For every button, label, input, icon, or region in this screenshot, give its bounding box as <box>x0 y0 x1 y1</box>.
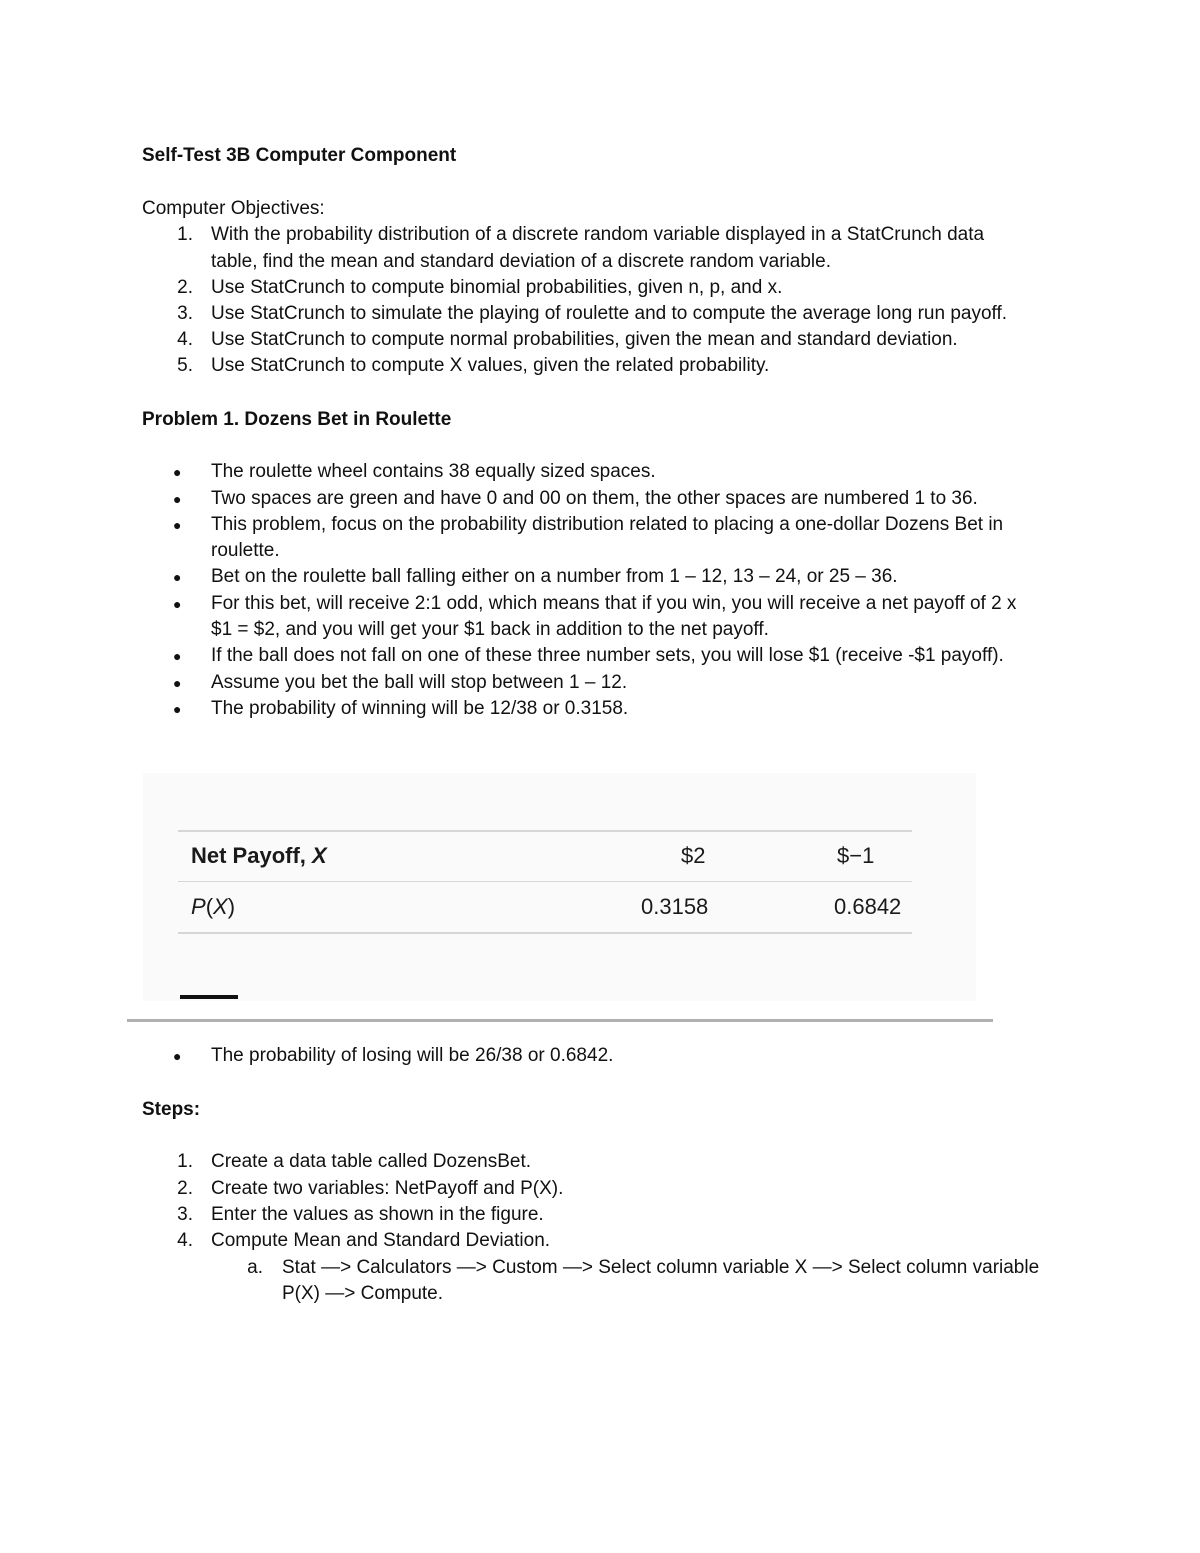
problem-heading: Problem 1. Dozens Bet in Roulette <box>142 409 452 430</box>
distribution-table-figure <box>143 773 976 1001</box>
item-text: $1 = $2, and you will get your $1 back in addition to the net payoff. <box>211 619 769 640</box>
item-number: 1. <box>177 1151 193 1172</box>
objectives-heading: Computer Objectives: <box>142 198 325 219</box>
item-number: 5. <box>177 355 193 376</box>
item-text: The probability of winning will be 12/38 or 0.3158. <box>211 698 629 719</box>
bullet-icon: ● <box>173 491 182 507</box>
item-text: Stat —> Calculators —> Custom —> Select column variable X —> Select column variable <box>282 1257 1040 1278</box>
item-text: P(X) —> Compute. <box>282 1283 444 1304</box>
item-number: 2. <box>177 277 193 298</box>
item-text: The probability of losing will be 26/38 or 0.6842. <box>211 1045 614 1066</box>
table-header-col2: $−1 <box>837 843 875 868</box>
item-text: Two spaces are green and have 0 and 00 on them, the other spaces are numbered 1 to 36. <box>211 488 978 509</box>
table-top-rule <box>178 830 912 832</box>
bullet-icon: ● <box>173 1048 182 1064</box>
row-label-close: ) <box>227 894 236 919</box>
steps-heading: Steps: <box>142 1099 201 1120</box>
item-text: This problem, focus on the probability distribution related to placing a one-dollar Dozens Bet in <box>211 514 1004 535</box>
item-number: 2. <box>177 1178 193 1199</box>
table-row-col2: 0.6842 <box>834 894 902 919</box>
item-number: a. <box>247 1257 263 1278</box>
item-number: 1. <box>177 224 193 245</box>
table-mid-rule <box>178 881 912 882</box>
item-text: Create two variables: NetPayoff and P(X). <box>211 1178 564 1199</box>
row-label-p: P <box>191 894 206 919</box>
item-text: If the ball does not fall on one of these three number sets, you will lose $1 (receive -$1 payoff). <box>211 645 1004 666</box>
item-text: table, find the mean and standard deviation of a discrete random variable. <box>211 251 831 272</box>
item-text: Use StatCrunch to compute normal probabilities, given the mean and standard deviation. <box>211 329 958 350</box>
item-text: Use StatCrunch to compute X values, given the related probability. <box>211 355 770 376</box>
row-label-var: X <box>213 894 228 919</box>
header-label-text: Net Payoff, <box>191 843 313 868</box>
bullet-icon: ● <box>173 517 182 533</box>
item-number: 3. <box>177 303 193 324</box>
table-row-col1: 0.3158 <box>641 894 709 919</box>
item-text: Enter the values as shown in the figure. <box>211 1204 544 1225</box>
table-header-col1: $2 <box>681 843 706 868</box>
bullet-icon: ● <box>173 701 182 717</box>
row-label-open: ( <box>205 894 214 919</box>
bullet-icon: ● <box>173 464 182 480</box>
item-number: 4. <box>177 1230 193 1251</box>
header-label-var: X <box>312 843 327 868</box>
horizontal-divider <box>127 1019 993 1022</box>
item-text: For this bet, will receive 2:1 odd, which means that if you win, you will receive a net payoff of 2 x <box>211 593 1017 614</box>
figure-underline-mark <box>180 995 238 999</box>
item-text: Assume you bet the ball will stop between 1 – 12. <box>211 672 628 693</box>
bullet-icon: ● <box>173 596 182 612</box>
item-text: Use StatCrunch to simulate the playing of roulette and to compute the average long run payoff. <box>211 303 1008 324</box>
item-text: The roulette wheel contains 38 equally sized spaces. <box>211 461 656 482</box>
item-text: With the probability distribution of a discrete random variable displayed in a StatCrunch data <box>211 224 985 245</box>
item-text: Use StatCrunch to compute binomial probabilities, given n, p, and x. <box>211 277 783 298</box>
table-row-label <box>191 894 235 920</box>
bullet-icon: ● <box>173 569 182 585</box>
item-text: Bet on the roulette ball falling either on a number from 1 – 12, 13 – 24, or 25 – 36. <box>211 566 898 587</box>
item-text: Create a data table called DozensBet. <box>211 1151 532 1172</box>
item-text: roulette. <box>211 540 280 561</box>
bullet-icon: ● <box>173 675 182 691</box>
table-bottom-rule <box>178 932 912 934</box>
item-text: Compute Mean and Standard Deviation. <box>211 1230 551 1251</box>
bullet-icon: ● <box>173 648 182 664</box>
table-header-label <box>191 843 327 869</box>
page-title: Self-Test 3B Computer Component <box>142 145 457 166</box>
item-number: 4. <box>177 329 193 350</box>
item-number: 3. <box>177 1204 193 1225</box>
